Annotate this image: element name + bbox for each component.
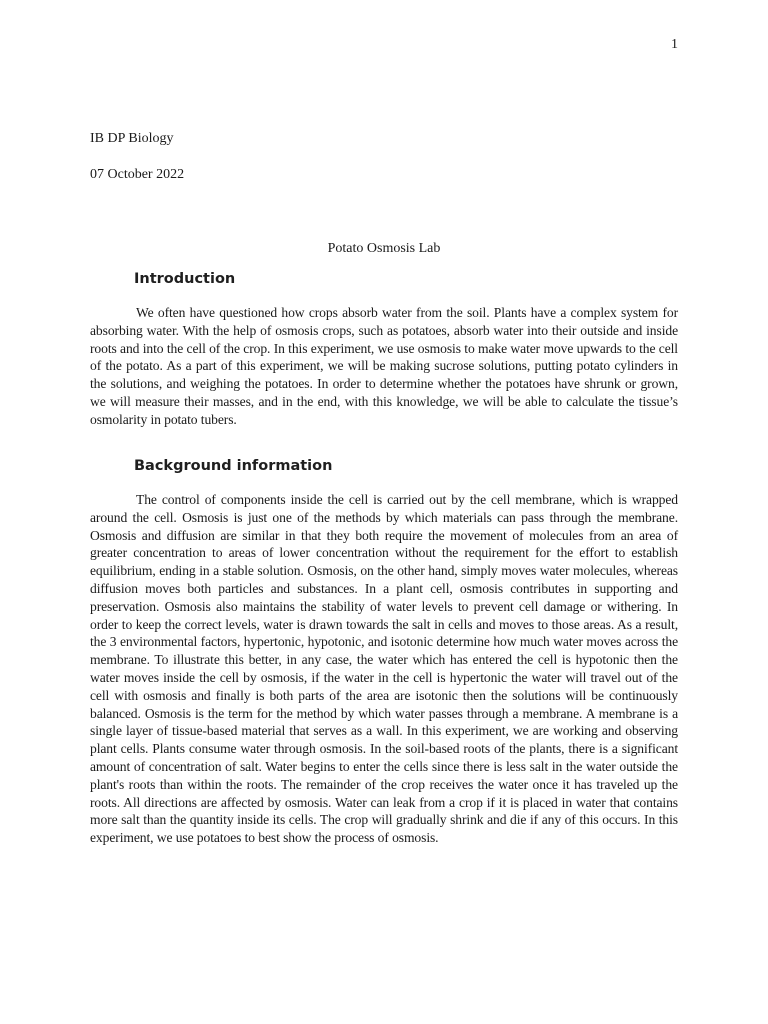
document-date: 07 October 2022 xyxy=(90,167,185,182)
background-paragraph: The control of components inside the cell is carried out by the cell membrane, which is wrapped around the cell. Osmosis is just one of the methods by which materials can pass through the membrane. Osmosis and diffusion are similar in that they both require the movement of molecules from an area of greater concentration to areas of lower concentration without the requirement for the effort to establish equilibrium, ending in a stable solution. Osmosis, on the other hand, simply moves water molecules, whereas diffusion moves both particles and substances. In a plant cell, osmosis contributes in supporting and preservation. Osmosis also maintains the stability of water levels to prevent cell damage or withering. In order to keep the correct levels, water is drawn towards the salt in cells and moves to those areas. As a result, the 3 environmental factors, hypertonic, hypotonic, and isotonic determine how much water moves across the membrane. To illustrate this better, in any case, the water which has entered the cell is hypotonic then the water moves inside the cell by osmosis, if the water in the cell is hypertonic the water will travel out of the cell with osmosis and finally is both parts of the area are isotonic then the solutions will be continuously balanced. Osmosis is the term for the method by which water passes through a membrane. A membrane is a single layer of tissue-based material that serves as a wall. In this experiment, we are working and observing plant cells. Plants consume water through osmosis. In the soil-based roots of the plants, there is a significant amount of concentration of salt. Water begins to enter the cells since there is less salt in the water outside the plant's roots than within the roots. The remainder of the crop receives the water once it has traveled up the roots. All directions are affected by osmosis. Water can leak from a crop if it is placed in water that contains more salt than the quantity inside its cells. The crop will gradually shrink and die if any of this occurs. In this experiment, we use potatoes to best show the process of osmosis. xyxy=(90,492,678,846)
course-name: IB DP Biology xyxy=(90,131,174,146)
page-number: 1 xyxy=(671,37,678,52)
introduction-paragraph: We often have questioned how crops absorb water from the soil. Plants have a complex system for absorbing water. With the help of osmosis crops, such as potatoes, absorb water into their outside and inside roots and into the cell of the crop. In this experiment, we use osmosis to make water move upwards to the cell of the potato. As a part of this experiment, we will be making sucrose solutions, putting potato cylinders in the solutions, and weighing the potatoes. In order to determine whether the potatoes have shrunk or grown, we will measure their masses, and in the end, with this knowledge, we will be able to calculate the tissue’s osmolarity in potato tubers. xyxy=(90,305,678,427)
background-heading: Background information xyxy=(134,458,333,474)
document-title: Potato Osmosis Lab xyxy=(327,241,441,256)
introduction-heading: Introduction xyxy=(134,271,236,287)
